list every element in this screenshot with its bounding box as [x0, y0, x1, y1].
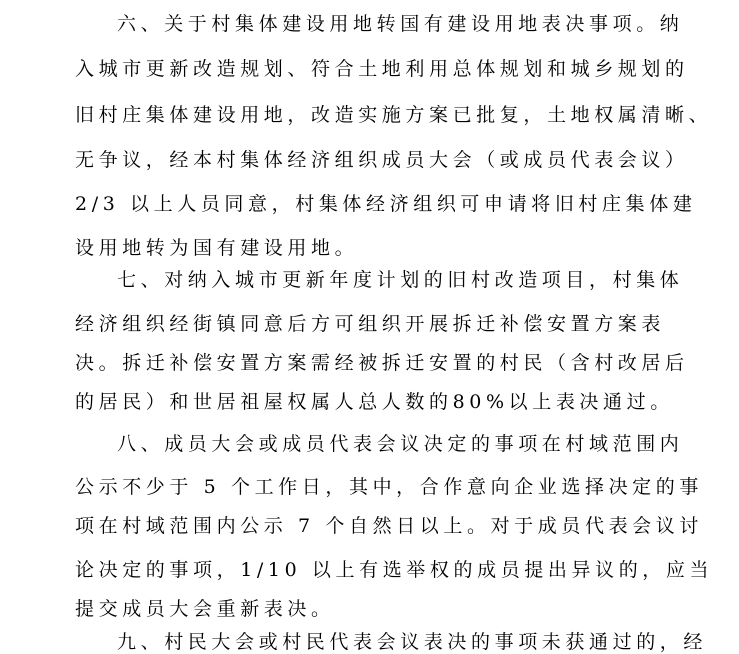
paragraph-six-line-4: 无争议，经本村集体经济组织成员大会（或成员代表会议）	[75, 149, 689, 171]
paragraph-eight-line-2: 公示不少于 5 个工作日，其中，合作意向企业选择决定的事	[75, 476, 703, 498]
paragraph-eight-line-1: 八、成员大会或成员代表会议决定的事项在村域范围内	[117, 433, 684, 455]
paragraph-six-line-5: 2/3 以上人员同意，村集体经济组织可申请将旧村庄集体建	[75, 193, 697, 215]
partial-next-paragraph-line: 九、村民大会或村民代表会议表决的事项未获通过的，经	[117, 631, 708, 653]
paragraph-seven-line-4: 的居民）和世居祖屋权属人总人数的80%以上表决通过。	[75, 391, 674, 413]
paragraph-seven-line-1: 七、对纳入城市更新年度计划的旧村改造项目，村集体	[117, 269, 684, 291]
paragraph-eight-line-5: 提交成员大会重新表决。	[75, 598, 335, 620]
paragraph-six-line-1: 六、关于村集体建设用地转国有建设用地表决事项。纳	[117, 13, 684, 35]
paragraph-seven-line-2: 经济组织经街镇同意后方可组织开展拆迁补偿安置方案表	[75, 313, 666, 335]
paragraph-eight-line-4: 论决定的事项，1/10 以上有选举权的成员提出异议的，应当	[75, 559, 714, 581]
paragraph-eight-line-3: 项在村域范围内公示 7 个自然日以上。对于成员代表会议讨	[75, 515, 703, 537]
paragraph-six-line-3: 旧村庄集体建设用地，改造实施方案已批复，土地权属清晰、	[75, 104, 713, 126]
paragraph-six-line-2: 入城市更新改造规划、符合土地利用总体规划和城乡规划的	[75, 58, 689, 80]
partial-line-clip	[117, 626, 708, 653]
paragraph-seven-line-3: 决。拆迁补偿安置方案需经被拆迁安置的村民（含村改居后	[75, 352, 689, 374]
paragraph-six-line-6: 设用地转为国有建设用地。	[75, 237, 359, 259]
